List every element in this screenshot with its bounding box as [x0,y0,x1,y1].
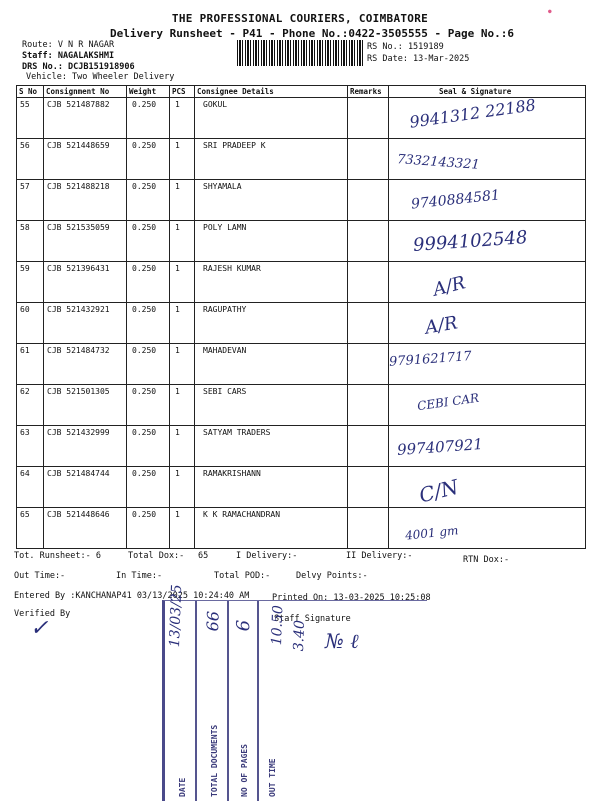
header-consignee: Consignee Details [195,86,348,98]
cell-sno: 55 [17,98,44,139]
header-remarks: Remarks [348,86,389,98]
stamp-pages-value: 6 [233,619,255,632]
cell-consignee: RAGUPATHY [195,303,348,344]
cell-remarks [348,139,389,180]
cell-sno: 57 [17,180,44,221]
cell-sno: 56 [17,139,44,180]
table-row [17,344,586,385]
cell-consignment: CJB 521448646 [44,508,127,549]
cell-consignee: SRI PRADEEP K [195,139,348,180]
cell-pcs: 1 [170,385,195,426]
delivery-table [16,85,586,549]
tot-runsheet: Tot. Runsheet:- 6 [14,551,101,561]
cell-sno: 62 [17,385,44,426]
in-time-label: In Time:- [116,571,163,581]
cell-sno: 61 [17,344,44,385]
entered-by: Entered By :KANCHANAP41 03/13/2025 10:24:40 AM [14,591,250,601]
table-row [17,221,586,262]
cell-consignee: GOKUL [195,98,348,139]
table-row [17,303,586,344]
route-label: Route: V N R NAGAR [22,40,115,50]
stamp-count-value: 66 [203,610,223,632]
staff-label: Staff: NAGALAKSHMI [22,51,115,61]
cell-remarks [348,98,389,139]
handwritten-signature: A/R [430,272,468,301]
stamp-time-value: 10.50 [269,604,287,646]
handwritten-signature: 4001 gm [404,523,460,543]
cell-consignment: CJB 521432921 [44,303,127,344]
cell-consignment: CJB 521535059 [44,221,127,262]
cell-remarks [348,262,389,303]
table-header-row [17,86,586,98]
cell-weight: 0.250 [127,426,170,467]
i-delivery-label: I Delivery:- [236,551,298,561]
table-row [17,385,586,426]
printed-on: Printed On: 13-03-2025 10:25:08 [272,593,431,603]
stamp-pages-label: NO OF PAGES [240,744,249,797]
cell-consignment: CJB 521501305 [44,385,127,426]
header-consignment: Consignment No [44,86,127,98]
cell-remarks [348,385,389,426]
header-pcs: PCS [170,86,195,98]
cell-sno: 58 [17,221,44,262]
verified-by-label: Verified By [14,609,71,619]
cell-consignment: CJB 521432999 [44,426,127,467]
cell-sno: 64 [17,467,44,508]
cell-weight: 0.250 [127,98,170,139]
table-row [17,98,586,139]
cell-consignment: CJB 521484732 [44,344,127,385]
cell-weight: 0.250 [127,385,170,426]
cell-signature [389,221,586,262]
cell-signature [389,385,586,426]
cell-remarks [348,344,389,385]
cell-remarks [348,303,389,344]
total-pod-label: Total POD:- [214,571,271,581]
verified-signature: ✓ [30,616,49,641]
cell-consignee: SEBI CARS [195,385,348,426]
staff-signature-scribble: № ℓ [325,629,359,653]
cell-pcs: 1 [170,262,195,303]
cell-sno: 63 [17,426,44,467]
cell-signature [389,303,586,344]
handwritten-signature: 9740884581 [410,187,501,213]
cell-pcs: 1 [170,426,195,467]
cell-weight: 0.250 [127,344,170,385]
handwritten-signature: A/R [423,312,460,339]
table-row [17,262,586,303]
stamp-total-docs-label: TOTAL DOCUMENTS [210,724,219,797]
header-weight: Weight [127,86,170,98]
cell-signature [389,467,586,508]
cell-sno: 65 [17,508,44,549]
cell-pcs: 1 [170,303,195,344]
company-name: THE PROFESSIONAL COURIERS, COIMBATORE [171,12,429,25]
drs-number: DRS No.: DCJB151918906 [22,62,135,72]
header-sno: S No [17,86,44,98]
cell-remarks [348,221,389,262]
cell-consignee: RAMAKRISHANN [195,467,348,508]
table-row [17,180,586,221]
cell-weight: 0.250 [127,508,170,549]
stamp-time-value-2: 3.40 [291,619,309,652]
cell-consignee: SATYAM TRADERS [195,426,348,467]
cell-signature [389,262,586,303]
vehicle-label: Vehicle: Two Wheeler Delivery [26,72,175,82]
table-row [17,508,586,549]
rs-number: RS No.: 1519189 [367,42,444,52]
table-row [17,426,586,467]
cell-weight: 0.250 [127,303,170,344]
cell-pcs: 1 [170,508,195,549]
cell-consignee: MAHADEVAN [195,344,348,385]
cell-consignment: CJB 521448659 [44,139,127,180]
cell-remarks [348,467,389,508]
cell-sno: 60 [17,303,44,344]
cell-pcs: 1 [170,344,195,385]
rs-date: RS Date: 13-Mar-2025 [367,54,470,64]
handwritten-signature: CEBI CAR [416,390,480,414]
cell-consignment: CJB 521484744 [44,467,127,508]
cell-weight: 0.250 [127,262,170,303]
stamp-date-value: 13/03/25 [167,584,186,648]
cell-consignee: K K RAMACHANDRAN [195,508,348,549]
cell-signature [389,344,586,385]
handwritten-signature: C/N [416,474,461,508]
cell-signature [389,508,586,549]
total-dox-value: 65 [198,551,209,561]
handwritten-signature: 997407921 [396,435,484,459]
cell-pcs: 1 [170,98,195,139]
barcode [237,40,365,66]
cell-weight: 0.250 [127,139,170,180]
cell-weight: 0.250 [127,221,170,262]
cell-consignee: RAJESH KUMAR [195,262,348,303]
cell-consignee: SHYAMALA [195,180,348,221]
cell-remarks [348,508,389,549]
header-signature: Seal & Signature [389,86,586,98]
cell-pcs: 1 [170,221,195,262]
runsheet-title: Delivery Runsheet - P41 - Phone No.:0422-3505555 - Page No.:6 [110,27,514,40]
cell-consignment: CJB 521488218 [44,180,127,221]
handwritten-signature: 9994102548 [412,227,529,256]
stamp-date-label: DATE [178,777,187,797]
cell-consignment: CJB 521396431 [44,262,127,303]
cell-consignment: CJB 521487882 [44,98,127,139]
cell-pcs: 1 [170,180,195,221]
cell-weight: 0.250 [127,467,170,508]
table-row [17,467,586,508]
rtn-dox-label: RTN Dox:- [463,555,510,565]
total-dox-label: Total Dox:- [128,551,185,561]
cell-weight: 0.250 [127,180,170,221]
table-row [17,139,586,180]
handwritten-signature: 7332143321 [396,152,481,173]
staff-signature-label: Staff Signature [274,614,351,624]
cell-signature [389,95,586,139]
handwritten-signature: 9941312 22188 [408,95,537,132]
out-time-label: Out Time:- [14,571,66,581]
cell-remarks [348,180,389,221]
cell-signature [389,180,586,221]
cell-sno: 59 [17,262,44,303]
handwritten-signature: 9791621717 [388,349,473,370]
cell-pcs: 1 [170,467,195,508]
delvy-points-label: Delvy Points:- [296,571,368,581]
cell-consignee: POLY LAMN [195,221,348,262]
ii-delivery-label: II Delivery:- [346,551,413,561]
cell-pcs: 1 [170,139,195,180]
cell-signature [389,426,586,467]
cell-signature [389,139,586,180]
stamp-out-time-label: OUT TIME [268,758,277,797]
cell-remarks [348,426,389,467]
